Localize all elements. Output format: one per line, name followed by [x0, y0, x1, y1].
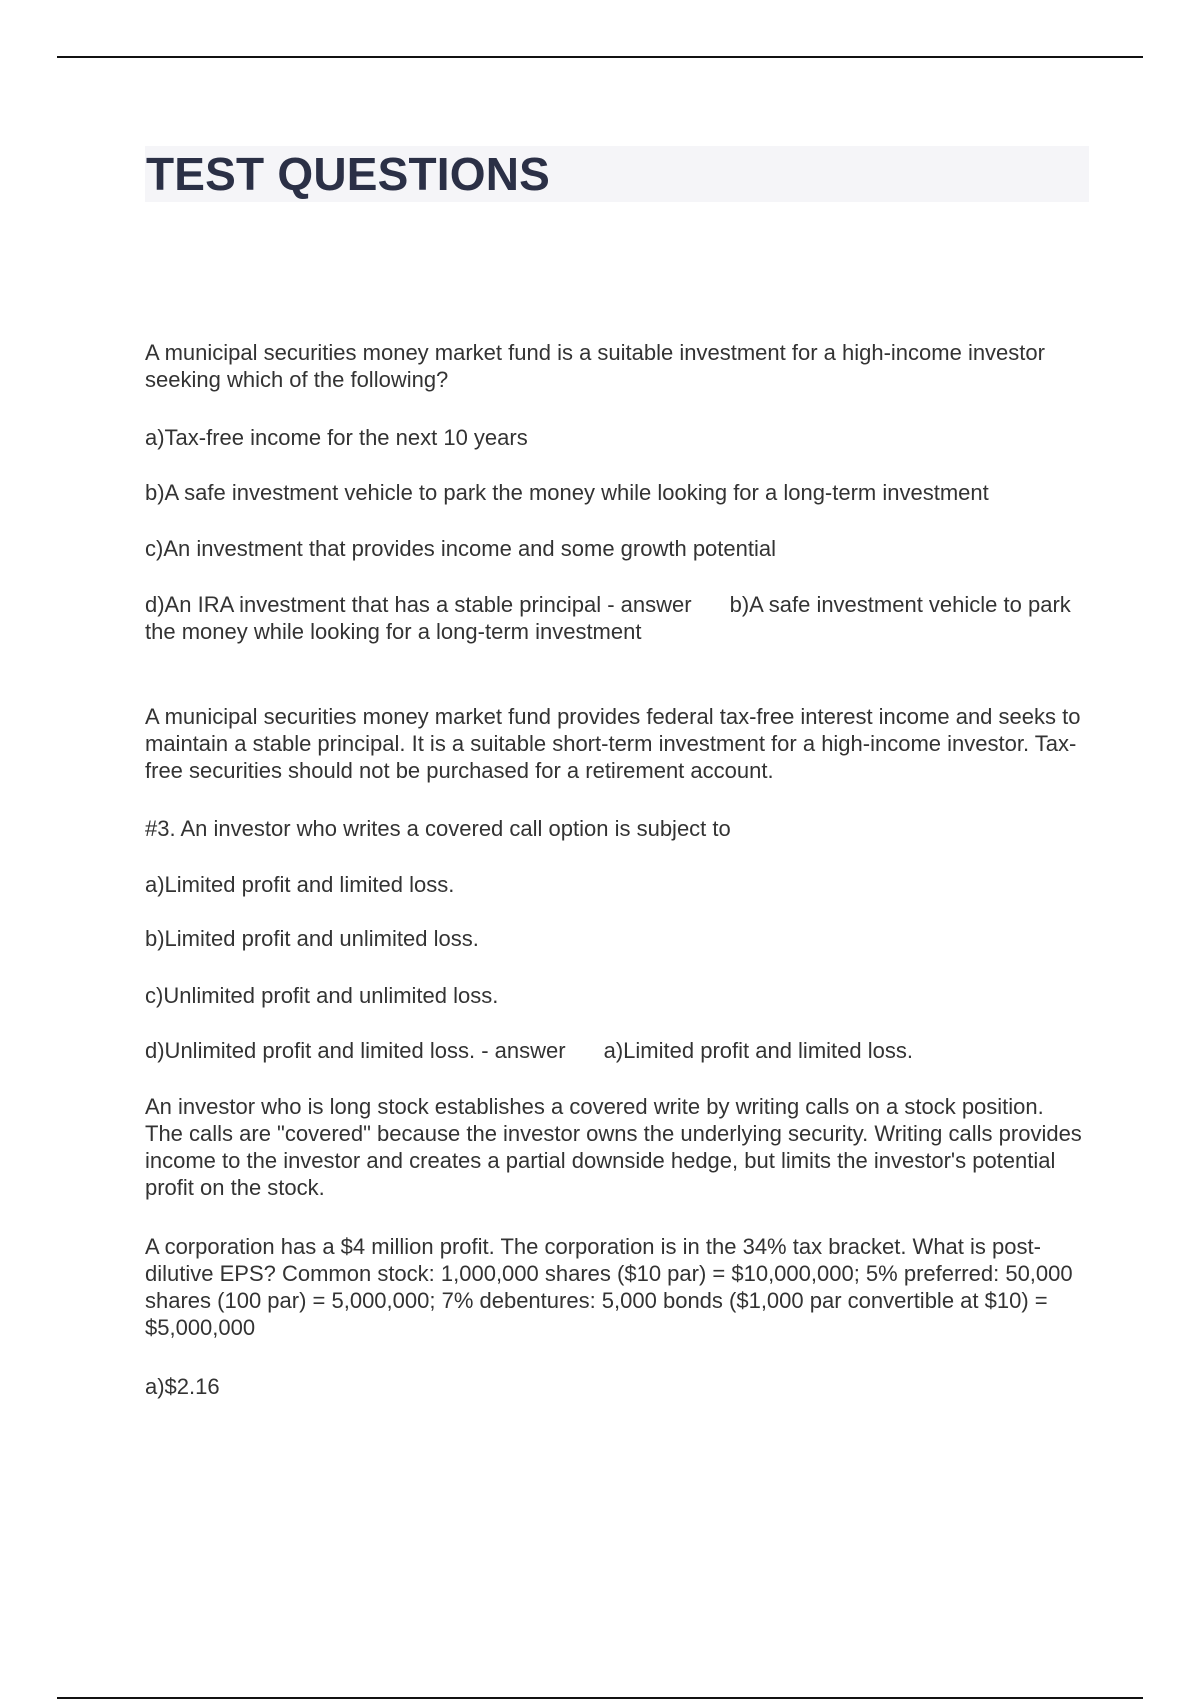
q2-option-c: c)Unlimited profit and unlimited loss. — [145, 983, 499, 1008]
q2-option-d: d)Unlimited profit and limited loss. - answer — [145, 1038, 566, 1063]
q1-option-c: c)An investment that provides income and some growth potential — [145, 536, 776, 561]
q2-stem: #3. An investor who writes a covered call option is subject to — [145, 816, 731, 841]
q2-explanation: An investor who is long stock establishes a covered write by writing calls on a stock position. The calls are "covered" because the investor owns the underlying security. Writing calls provides income to the investor and creates a partial downside hedge, but limits the investor's potential profit on the stock. — [145, 1094, 1082, 1200]
q1-option-b: b)A safe investment vehicle to park the money while looking for a long-term investment — [145, 480, 989, 505]
q3-stem: A corporation has a $4 million profit. The corporation is in the 34% tax bracket. What is post-dilutive EPS? Common stock: 1,000,000 shares ($10 par) = $10,000,000; 5% preferred: 50,000 shares (100 par) = 5,000,000; 7% debentures: 5,000 bonds ($1,000 par convertible at $10) = $5,000,000 — [145, 1234, 1073, 1340]
q1-stem: A municipal securities money market fund is a suitable investment for a high-income investor seeking which of the following? — [145, 340, 1045, 392]
q1-option-d-with-answer — [145, 591, 1085, 645]
q1-explanation: A municipal securities money market fund provides federal tax-free interest income and seeks to maintain a stable principal. It is a suitable short-term investment for a high-income investor. Tax-free securities should not be purchased for a retirement account. — [145, 704, 1081, 783]
q2-option-a: a)Limited profit and limited loss. — [145, 872, 455, 897]
q3-option-a: a)$2.16 — [145, 1374, 220, 1399]
bottom-rule — [57, 1697, 1143, 1699]
page-title: TEST QUESTIONS — [146, 148, 551, 200]
q2-option-b: b)Limited profit and unlimited loss. — [145, 926, 479, 951]
q1-option-a: a)Tax-free income for the next 10 years — [145, 425, 528, 450]
q2-answer: a)Limited profit and limited loss. — [603, 1038, 913, 1063]
top-rule — [57, 56, 1143, 58]
q2-option-d-with-answer — [145, 1037, 1085, 1064]
q1-option-d: d)An IRA investment that has a stable principal - answer — [145, 592, 692, 617]
q1-answer: b)A safe investment vehicle to park the money while looking for a long-term investment — [145, 592, 1071, 644]
